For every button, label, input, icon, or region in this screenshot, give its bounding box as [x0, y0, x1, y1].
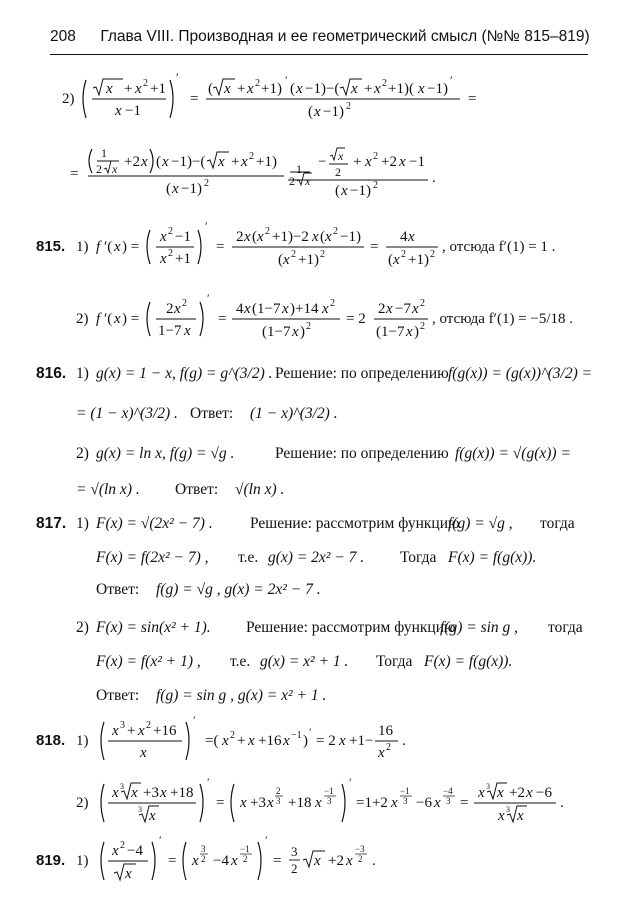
svg-text:): ) — [414, 324, 419, 340]
svg-text:x: x — [314, 853, 321, 869]
svg-text:2: 2 — [330, 298, 335, 309]
svg-text:+: + — [353, 154, 362, 170]
svg-text:=: = — [218, 311, 227, 327]
svg-text:, отсюда f′(1) = −5/18 .: , отсюда f′(1) = −5/18 . — [432, 311, 574, 327]
formula-818-1-svg — [0, 714, 638, 764]
svg-text:2: 2 — [373, 151, 378, 162]
svg-text:2: 2 — [401, 249, 406, 260]
svg-text:x: x — [115, 103, 122, 119]
svg-text:′: ′ — [285, 73, 288, 87]
svg-text:3: 3 — [276, 796, 281, 806]
svg-text:+2: +2 — [381, 154, 397, 170]
line-817-1: 817. 1) F(x) = √(2x² − 7) . Решение: рассмотрим функцию f(g) = √g , тогда — [36, 515, 575, 532]
svg-text:x: x — [160, 785, 167, 801]
formula-815-1 — [0, 220, 638, 270]
svg-text:1: 1 — [296, 162, 302, 176]
svg-text:2: 2 — [201, 854, 206, 864]
formula-819-1 — [0, 834, 638, 884]
svg-text:4: 4 — [400, 229, 408, 245]
formula-814-2a — [0, 72, 638, 122]
svg-text:3: 3 — [138, 805, 142, 814]
svg-text:2: 2 — [358, 854, 363, 864]
svg-text:x: x — [526, 785, 533, 801]
svg-text:x: x — [160, 251, 167, 267]
svg-text:3: 3 — [120, 782, 124, 791]
svg-text:x: x — [325, 229, 332, 245]
svg-text:−1)−(: −1)−( — [305, 81, 340, 97]
svg-text:+16: +16 — [258, 733, 282, 749]
svg-text:(: ( — [156, 154, 161, 170]
svg-text:2): 2) — [76, 311, 89, 327]
svg-text:′(: ′( — [104, 311, 113, 327]
svg-text:+1): +1) — [298, 252, 319, 268]
svg-text:+: + — [231, 154, 240, 170]
svg-text:): ) — [303, 733, 308, 749]
svg-text:2: 2 — [306, 321, 311, 332]
svg-text:3: 3 — [403, 796, 408, 806]
svg-text:x: x — [162, 154, 169, 170]
svg-text:x: x — [160, 229, 167, 245]
svg-text:x: x — [283, 733, 290, 749]
svg-text:2: 2 — [276, 786, 281, 796]
svg-text:(: ( — [320, 229, 325, 245]
svg-text:+16: +16 — [153, 723, 177, 739]
svg-text:x: x — [131, 785, 138, 801]
svg-text:x: x — [112, 723, 119, 739]
formula-815-2-svg — [0, 292, 638, 342]
svg-text:x: x — [244, 229, 251, 245]
svg-text:= 2: = 2 — [316, 733, 336, 749]
svg-text:+: + — [364, 81, 373, 97]
svg-text:x: x — [386, 301, 393, 317]
svg-text:x: x — [267, 795, 274, 811]
formula-815-1-svg — [0, 220, 638, 270]
svg-text:2: 2 — [346, 101, 351, 112]
svg-text:x: x — [184, 323, 191, 339]
svg-text:x: x — [125, 866, 132, 882]
svg-text:)+14: )+14 — [290, 301, 319, 317]
svg-text:−1: −1 — [240, 844, 250, 854]
svg-text:−1): −1) — [350, 183, 371, 199]
svg-text:x: x — [399, 154, 406, 170]
svg-text:x: x — [224, 81, 231, 97]
svg-text:16: 16 — [378, 723, 393, 739]
svg-text:.: . — [372, 853, 376, 869]
svg-text:x: x — [351, 81, 358, 97]
svg-text:+1−: +1− — [349, 733, 374, 749]
svg-text:2: 2 — [382, 78, 387, 89]
svg-text:−3: −3 — [355, 844, 365, 854]
svg-text:=: = — [273, 853, 282, 869]
svg-text:x: x — [374, 81, 381, 97]
svg-text:2: 2 — [230, 730, 235, 741]
svg-text:2: 2 — [373, 180, 378, 191]
formula-814-2b — [0, 145, 638, 199]
svg-text:x: x — [478, 785, 485, 801]
svg-text:x: x — [338, 149, 344, 163]
svg-text:=: = — [190, 91, 199, 107]
svg-text:=: = — [370, 239, 379, 255]
svg-text:−7: −7 — [395, 301, 411, 317]
line-817-1c: Ответ: f(g) = √g , g(x) = 2x² − 7 . — [96, 581, 321, 598]
chapter-title: Глава VIII. Производная и ее геометрический смысл (№№ 815–819) — [100, 28, 590, 45]
svg-text:x: x — [114, 239, 121, 255]
svg-text:4: 4 — [236, 301, 244, 317]
svg-text:+18: +18 — [170, 785, 194, 801]
svg-text:3: 3 — [327, 796, 332, 806]
svg-text:x: x — [412, 301, 419, 317]
svg-text:′: ′ — [309, 725, 312, 739]
svg-text:−1): −1) — [323, 104, 344, 120]
svg-text:x: x — [418, 81, 425, 97]
svg-text:x: x — [378, 745, 385, 761]
svg-text:=1+2: =1+2 — [356, 795, 388, 811]
header-rule — [50, 54, 588, 55]
svg-text:f: f — [96, 239, 101, 255]
svg-text:.: . — [432, 170, 436, 186]
svg-text:′: ′ — [349, 775, 352, 789]
svg-text:x: x — [140, 745, 147, 761]
line-816-2: 2) g(x) = ln x, f(g) = √g . Решение: по определению f(g(x)) = √(g(x)) = — [76, 445, 571, 462]
svg-text:x: x — [112, 785, 119, 801]
svg-text:2: 2 — [320, 249, 325, 260]
svg-text:x: x — [283, 252, 290, 268]
svg-text:3: 3 — [120, 720, 125, 731]
svg-text:3: 3 — [506, 805, 510, 814]
svg-text:2: 2 — [291, 861, 298, 876]
page-header — [50, 28, 588, 46]
svg-text:+: + — [237, 81, 246, 97]
svg-text:x: x — [240, 795, 247, 811]
svg-text:.: . — [402, 733, 406, 749]
page-number: 208 — [50, 28, 76, 45]
svg-text:=: = — [216, 239, 225, 255]
svg-text:x: x — [434, 795, 441, 811]
svg-text:=(: =( — [205, 733, 219, 749]
svg-text:(: ( — [166, 181, 171, 197]
svg-text:3: 3 — [291, 844, 298, 859]
svg-text:x: x — [112, 162, 118, 176]
svg-text:x: x — [408, 229, 415, 245]
svg-text:(: ( — [290, 81, 295, 97]
svg-text:2: 2 — [265, 226, 270, 237]
svg-text:+1): +1) — [256, 154, 277, 170]
svg-text:−1: −1 — [400, 786, 410, 796]
svg-text:x: x — [138, 723, 145, 739]
svg-text:−4: −4 — [213, 853, 229, 869]
svg-text:2: 2 — [182, 298, 187, 309]
svg-text:f: f — [96, 311, 101, 327]
svg-text:+1: +1 — [175, 251, 191, 267]
svg-text:x: x — [517, 808, 524, 824]
svg-text:x: x — [241, 154, 248, 170]
svg-text:−1): −1) — [181, 181, 202, 197]
svg-text:2: 2 — [146, 720, 151, 731]
line-817-2: 2) F(x) = sin(x² + 1). Решение: рассмотрим функцию f(g) = sin g , тогда — [76, 619, 583, 636]
svg-text:x: x — [192, 853, 199, 869]
svg-text:+3: +3 — [250, 795, 266, 811]
svg-text:x: x — [257, 229, 264, 245]
svg-text:=: = — [168, 853, 177, 869]
svg-text:(: ( — [388, 252, 393, 268]
svg-text:−4: −4 — [127, 843, 143, 859]
svg-text:=: = — [460, 795, 469, 811]
svg-text:′: ′ — [205, 219, 208, 233]
svg-text:x: x — [393, 252, 400, 268]
svg-text:818.: 818. — [36, 732, 66, 749]
svg-text:): ) — [300, 324, 305, 340]
svg-text:.: . — [560, 795, 564, 811]
svg-text:′: ′ — [207, 775, 210, 789]
svg-text:2: 2 — [333, 226, 338, 237]
svg-text:+3: +3 — [143, 785, 159, 801]
svg-text:=: = — [216, 795, 225, 811]
svg-text:x: x — [247, 81, 254, 97]
svg-text:x: x — [498, 808, 505, 824]
svg-text:2: 2 — [168, 248, 173, 259]
svg-text:2: 2 — [335, 165, 341, 179]
svg-text:(: ( — [308, 104, 313, 120]
svg-text:2: 2 — [289, 174, 295, 188]
svg-text:−1): −1) — [427, 81, 448, 97]
svg-text:(: ( — [278, 252, 283, 268]
svg-text:) =: ) = — [122, 239, 140, 255]
formula-815-2 — [0, 292, 638, 342]
svg-text:−1)−(: −1)−( — [171, 154, 206, 170]
svg-text:′: ′ — [193, 713, 196, 727]
svg-text:x: x — [315, 795, 322, 811]
svg-text:1): 1) — [76, 733, 89, 749]
line-817-2b: F(x) = f(x² + 1) , т.е. g(x) = x² + 1 . Тогда F(x) = f(g(x)). — [96, 653, 513, 670]
svg-text:2: 2 — [143, 78, 148, 89]
svg-text:3: 3 — [201, 844, 206, 854]
formula-814-2b-svg — [0, 145, 638, 199]
svg-text:x: x — [106, 81, 113, 97]
svg-text:(: ( — [252, 229, 257, 245]
svg-text:=: = — [70, 166, 79, 182]
svg-text:−1: −1 — [324, 786, 334, 796]
svg-text:−: − — [318, 154, 327, 170]
svg-text:1): 1) — [76, 239, 89, 255]
svg-text:−1: −1 — [291, 730, 302, 741]
svg-text:x: x — [391, 795, 398, 811]
svg-text:−1): −1) — [340, 229, 361, 245]
svg-text:−6: −6 — [416, 795, 432, 811]
svg-text:2: 2 — [120, 840, 125, 851]
line-816-1: 816. 1) g(x) = 1 − x, f(g) = g^(3/2) . Решение: по определению f(g(x)) = (g(x))^(3/2) = — [36, 365, 593, 382]
svg-text:2: 2 — [204, 178, 209, 189]
svg-text:(1−7: (1−7 — [252, 301, 281, 317]
svg-text:3: 3 — [486, 782, 490, 791]
formula-818-1 — [0, 714, 638, 764]
svg-text:x: x — [248, 733, 255, 749]
svg-text:2: 2 — [386, 742, 391, 753]
svg-text:x: x — [365, 154, 372, 170]
svg-text:819.: 819. — [36, 852, 66, 869]
svg-text:2: 2 — [243, 854, 248, 864]
svg-text:2: 2 — [430, 249, 435, 260]
svg-text:x: x — [292, 324, 299, 340]
svg-text:x: x — [497, 785, 504, 801]
formula-814-2a-svg — [0, 72, 638, 122]
svg-text:−1: −1 — [409, 154, 425, 170]
svg-text:′: ′ — [450, 73, 453, 87]
svg-text:(: ( — [335, 183, 340, 199]
svg-text:+2: +2 — [509, 785, 525, 801]
svg-text:=: = — [468, 91, 477, 107]
svg-text:x: x — [174, 301, 181, 317]
formula-818-2 — [0, 776, 638, 826]
svg-text:x: x — [322, 301, 329, 317]
svg-text:+1: +1 — [150, 81, 166, 97]
svg-text:−6: −6 — [536, 785, 552, 801]
svg-text:−4: −4 — [443, 786, 453, 796]
svg-text:x: x — [305, 174, 311, 188]
formula-819-1-svg — [0, 834, 638, 884]
svg-text:+1)−2: +1)−2 — [272, 229, 309, 245]
line-817-1b: F(x) = f(2x² − 7) , т.е. g(x) = 2x² − 7 . Тогда F(x) = f(g(x)). — [96, 549, 537, 566]
svg-text:2: 2 — [420, 321, 425, 332]
svg-text:1): 1) — [76, 853, 89, 869]
svg-text:+: + — [124, 81, 133, 97]
line-816-2b: = √(ln x) . Ответ: √(ln x) . — [76, 481, 285, 498]
svg-text:x: x — [282, 301, 289, 317]
svg-text:x: x — [296, 81, 303, 97]
svg-text:2: 2 — [166, 301, 174, 317]
svg-text:+1): +1) — [408, 252, 429, 268]
svg-text:x: x — [218, 154, 225, 170]
svg-text:2: 2 — [249, 151, 254, 162]
svg-text:x: x — [341, 183, 348, 199]
svg-text:+18: +18 — [288, 795, 312, 811]
svg-text:, отсюда f′(1) = 1 .: , отсюда f′(1) = 1 . — [442, 239, 556, 255]
svg-text:x: x — [339, 733, 346, 749]
svg-text:−1: −1 — [125, 103, 141, 119]
svg-text:x: x — [172, 181, 179, 197]
svg-text:2: 2 — [291, 249, 296, 260]
svg-text:815.: 815. — [36, 238, 66, 255]
svg-text:1: 1 — [101, 146, 107, 160]
svg-text:3: 3 — [446, 796, 451, 806]
svg-text:x: x — [222, 733, 229, 749]
svg-text:1−7: 1−7 — [158, 323, 182, 339]
svg-text:2): 2) — [76, 795, 89, 811]
svg-text:(: ( — [208, 81, 213, 97]
svg-text:2: 2 — [420, 298, 425, 309]
svg-text:x: x — [114, 311, 121, 327]
line-816-1b: = (1 − x)^(3/2) . Ответ: (1 − x)^(3/2) . — [76, 405, 338, 422]
svg-text:= 2: = 2 — [346, 311, 366, 327]
svg-text:+: + — [237, 733, 246, 749]
svg-text:′(: ′( — [104, 239, 113, 255]
svg-text:+: + — [127, 723, 136, 739]
svg-text:x: x — [312, 229, 319, 245]
svg-text:+2: +2 — [328, 853, 344, 869]
label: 2) — [62, 91, 75, 107]
formula-818-2-svg — [0, 776, 638, 826]
svg-text:(1−7: (1−7 — [376, 324, 405, 340]
svg-text:x: x — [149, 808, 156, 824]
svg-text:−1: −1 — [175, 229, 191, 245]
svg-text:x: x — [406, 324, 413, 340]
svg-text:2: 2 — [168, 226, 173, 237]
svg-text:′: ′ — [159, 833, 162, 847]
svg-text:x: x — [112, 843, 119, 859]
svg-text:(1−7: (1−7 — [262, 324, 291, 340]
svg-text:x: x — [244, 301, 251, 317]
svg-text:2: 2 — [378, 301, 386, 317]
svg-text:x: x — [346, 853, 353, 869]
svg-text:+2: +2 — [124, 154, 140, 170]
svg-text:x: x — [135, 81, 142, 97]
svg-text:2: 2 — [236, 229, 244, 245]
line-817-2c: Ответ: f(g) = sin g , g(x) = x² + 1 . — [96, 687, 327, 704]
svg-text:) =: ) = — [122, 311, 140, 327]
svg-text:2: 2 — [96, 162, 102, 176]
svg-text:+1): +1) — [261, 81, 282, 97]
svg-text:x: x — [231, 853, 238, 869]
svg-text:2: 2 — [255, 78, 260, 89]
svg-text:x: x — [314, 104, 321, 120]
svg-text:′: ′ — [176, 70, 179, 85]
svg-text:+1)(: +1)( — [388, 81, 414, 97]
svg-text:′: ′ — [265, 833, 268, 847]
svg-text:x: x — [141, 154, 148, 170]
svg-text:′: ′ — [207, 291, 210, 305]
